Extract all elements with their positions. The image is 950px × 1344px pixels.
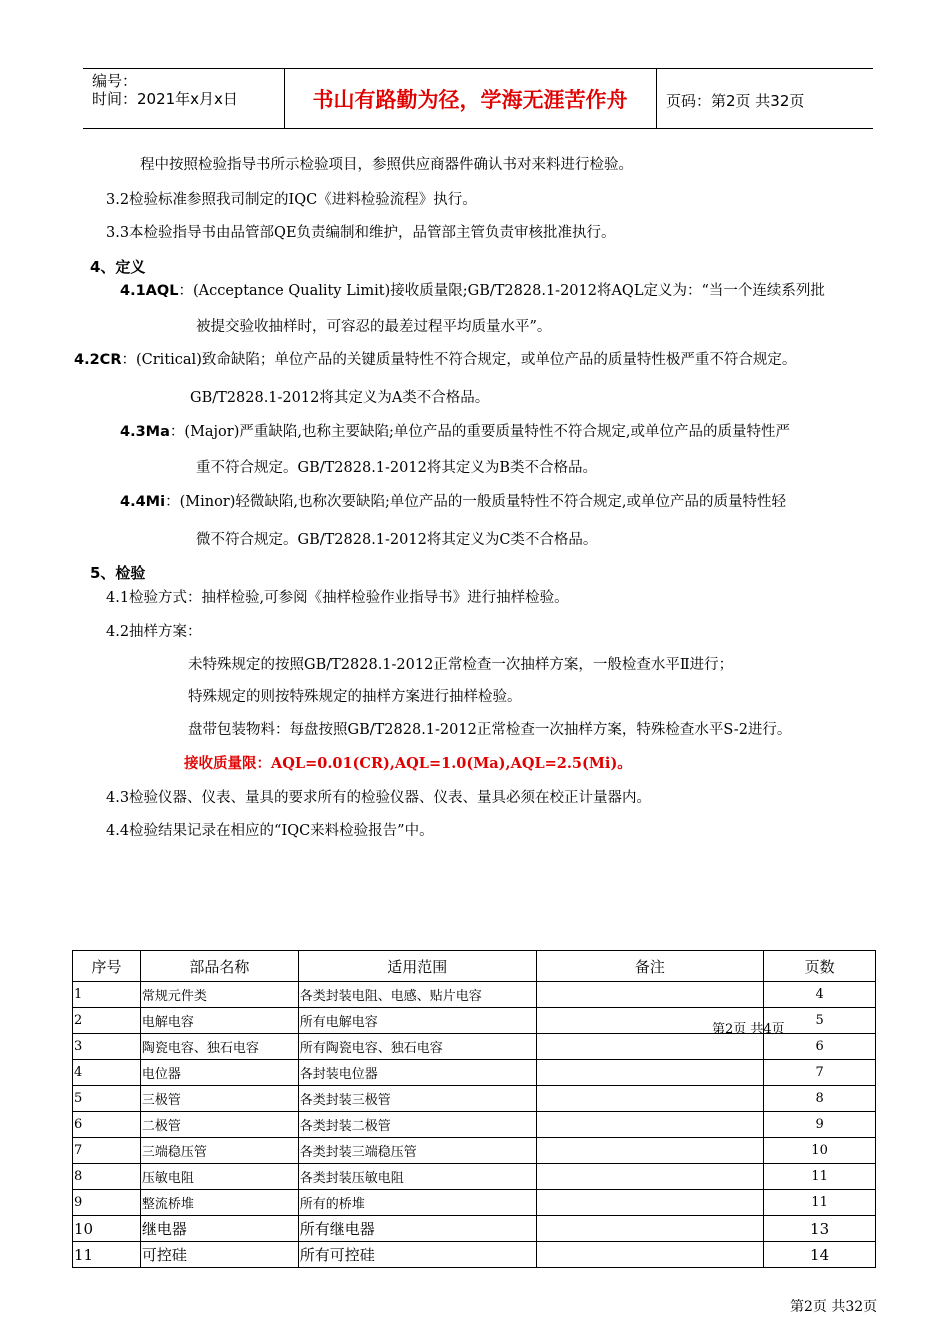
definition-text: ：(Major)严重缺陷,也称主要缺陷;单位产品的重要质量特性不符合规定,或单位产品的质量特性严 [169, 424, 790, 440]
column-header: 页数 [764, 951, 876, 982]
table-cell: 6 [764, 1034, 876, 1060]
table-cell: 4 [73, 1060, 141, 1086]
header-bottom-rule [83, 128, 873, 129]
body-line: 重不符合规定。GB/T2828.1-2012将其定义为B类不合格品。 [196, 460, 597, 476]
body-line: 未特殊规定的按照GB/T2828.1-2012正常检查一次抽样方案，一般检查水平Ⅱ进行； [188, 657, 734, 673]
section-heading-inspection: 5、检验 [90, 564, 146, 582]
doc-time-label: 时间：2021年x月x日 [92, 90, 238, 108]
definition-ma [120, 422, 790, 442]
table-cell: 所有继电器 [298, 1216, 536, 1242]
table-cell: 各类封装二极管 [298, 1112, 536, 1138]
table-cell: 8 [764, 1086, 876, 1112]
column-header: 备注 [536, 951, 764, 982]
table-cell: 10 [73, 1216, 141, 1242]
table-row [73, 1216, 876, 1242]
table-cell: 7 [73, 1138, 141, 1164]
body-line: GB/T2828.1-2012将其定义为A类不合格品。 [190, 390, 490, 406]
table-row [73, 1112, 876, 1138]
table-cell: 各类封装压敏电阻 [298, 1164, 536, 1190]
table-cell: 继电器 [140, 1216, 298, 1242]
table-cell [536, 1086, 764, 1112]
table-cell: 13 [764, 1216, 876, 1242]
table-page-overlay: 第2页 共4页 [712, 1022, 785, 1037]
table-row [73, 1242, 876, 1268]
header-page-label: 页码：第2页 共32页 [666, 92, 805, 110]
table-cell: 三端稳压管 [140, 1138, 298, 1164]
table-cell: 三极管 [140, 1086, 298, 1112]
table-cell: 10 [764, 1138, 876, 1164]
body-line: 微不符合规定。GB/T2828.1-2012将其定义为C类不合格品。 [196, 532, 598, 548]
body-line: 4.3检验仪器、仪表、量具的要求所有的检验仪器、仪表、量具必须在校正计量器内。 [106, 790, 652, 806]
body-line: 被提交验收抽样时，可容忍的最差过程平均质量水平”。 [196, 319, 552, 335]
doc-number-label: 编号： [92, 72, 138, 90]
table-cell: 所有陶瓷电容、独石电容 [298, 1034, 536, 1060]
table-cell: 所有可控硅 [298, 1242, 536, 1268]
definition-text: ：(Acceptance Quality Limit)接收质量限;GB/T2828.1-2012将AQL定义为：“当一个连续系列批 [178, 283, 825, 299]
table-row [73, 1060, 876, 1086]
table-cell [536, 1060, 764, 1086]
table-row [73, 1138, 876, 1164]
table-cell: 9 [73, 1190, 141, 1216]
table-cell: 常规元件类 [140, 982, 298, 1008]
definition-key: 4.3Ma [120, 424, 170, 440]
table-cell: 陶瓷电容、独石电容 [140, 1034, 298, 1060]
table-cell: 电位器 [140, 1060, 298, 1086]
table-cell: 整流桥堆 [140, 1190, 298, 1216]
table-cell [536, 982, 764, 1008]
table-cell: 各类封装三端稳压管 [298, 1138, 536, 1164]
definition-aql [120, 281, 825, 301]
table-row [73, 982, 876, 1008]
table-cell: 6 [73, 1112, 141, 1138]
body-line: 3.2检验标准参照我司制定的IQC《进料检验流程》执行。 [106, 192, 477, 208]
table-cell: 所有的桥堆 [298, 1190, 536, 1216]
body-line: 4.4检验结果记录在相应的“IQC来料检验报告”中。 [106, 823, 434, 839]
table-cell: 所有电解电容 [298, 1008, 536, 1034]
table-cell: 各类封装电阻、电感、贴片电容 [298, 982, 536, 1008]
table-cell: 电解电容 [140, 1008, 298, 1034]
table-header-row [73, 951, 876, 982]
page-footer: 第2页 共32页 [790, 1299, 878, 1315]
definition-key: 4.1AQL [120, 283, 179, 299]
table-row [73, 1164, 876, 1190]
body-line: 程中按照检验指导书所示检验项目，参照供应商器件确认书对来料进行检验。 [140, 157, 633, 173]
body-line: 3.3本检验指导书由品管部QE负责编制和维护，品管部主管负责审核批准执行。 [106, 225, 616, 241]
aql-limits-text: 接收质量限：AQL=0.01(CR),AQL=1.0(Ma),AQL=2.5(Mi)。 [184, 755, 632, 772]
table-cell [536, 1216, 764, 1242]
table-cell [536, 1190, 764, 1216]
table-cell: 7 [764, 1060, 876, 1086]
table-row [73, 1086, 876, 1112]
column-header: 适用范围 [298, 951, 536, 982]
body-line: 特殊规定的则按特殊规定的抽样方案进行抽样检验。 [188, 689, 522, 705]
table-cell: 9 [764, 1112, 876, 1138]
table-cell: 二极管 [140, 1112, 298, 1138]
header-top-rule [83, 68, 873, 69]
table-cell: 2 [73, 1008, 141, 1034]
table-cell: 1 [73, 982, 141, 1008]
definition-key: 4.4Mi [120, 494, 166, 510]
column-header: 部品名称 [140, 951, 298, 982]
table-cell: 8 [73, 1164, 141, 1190]
definition-text: ：(Critical)致命缺陷；单位产品的关键质量特性不符合规定，或单位产品的质量特性极严重不符合规定。 [121, 352, 797, 368]
table-row [73, 1190, 876, 1216]
definition-key: 4.2CR [74, 352, 122, 368]
table-cell [536, 1138, 764, 1164]
column-header: 序号 [73, 951, 141, 982]
table-row [73, 1034, 876, 1060]
table-cell [536, 1242, 764, 1268]
definition-cr [74, 350, 796, 370]
table-cell: 各封装电位器 [298, 1060, 536, 1086]
section-heading-definitions: 4、定义 [90, 258, 146, 276]
part-index-table [72, 950, 876, 1268]
table-cell: 压敏电阻 [140, 1164, 298, 1190]
table-cell: 11 [764, 1190, 876, 1216]
table-cell [536, 1164, 764, 1190]
definition-text: ：(Minor)轻微缺陷,也称次要缺陷;单位产品的一般质量特性不符合规定,或单位产品的质量特性轻 [165, 494, 786, 510]
header-divider [656, 68, 657, 129]
table-cell [536, 1112, 764, 1138]
table-cell: 5 [73, 1086, 141, 1112]
table-cell: 可控硅 [140, 1242, 298, 1268]
header-motto: 书山有路勤为径，学海无涯苦作舟 [312, 88, 628, 112]
table-cell: 5 [764, 1008, 876, 1034]
table-cell: 各类封装三极管 [298, 1086, 536, 1112]
body-line: 盘带包装物料：每盘按照GB/T2828.1-2012正常检查一次抽样方案，特殊检查水平S-2进行。 [188, 722, 792, 738]
table-cell: 11 [73, 1242, 141, 1268]
body-line: 4.1检验方式：抽样检验,可参阅《抽样检验作业指导书》进行抽样检验。 [106, 590, 569, 606]
table-cell: 14 [764, 1242, 876, 1268]
definition-mi [120, 492, 786, 512]
table-cell [536, 1034, 764, 1060]
body-line: 4.2抽样方案： [106, 624, 202, 640]
table-cell: 4 [764, 982, 876, 1008]
table-cell: 11 [764, 1164, 876, 1190]
table-cell: 3 [73, 1034, 141, 1060]
